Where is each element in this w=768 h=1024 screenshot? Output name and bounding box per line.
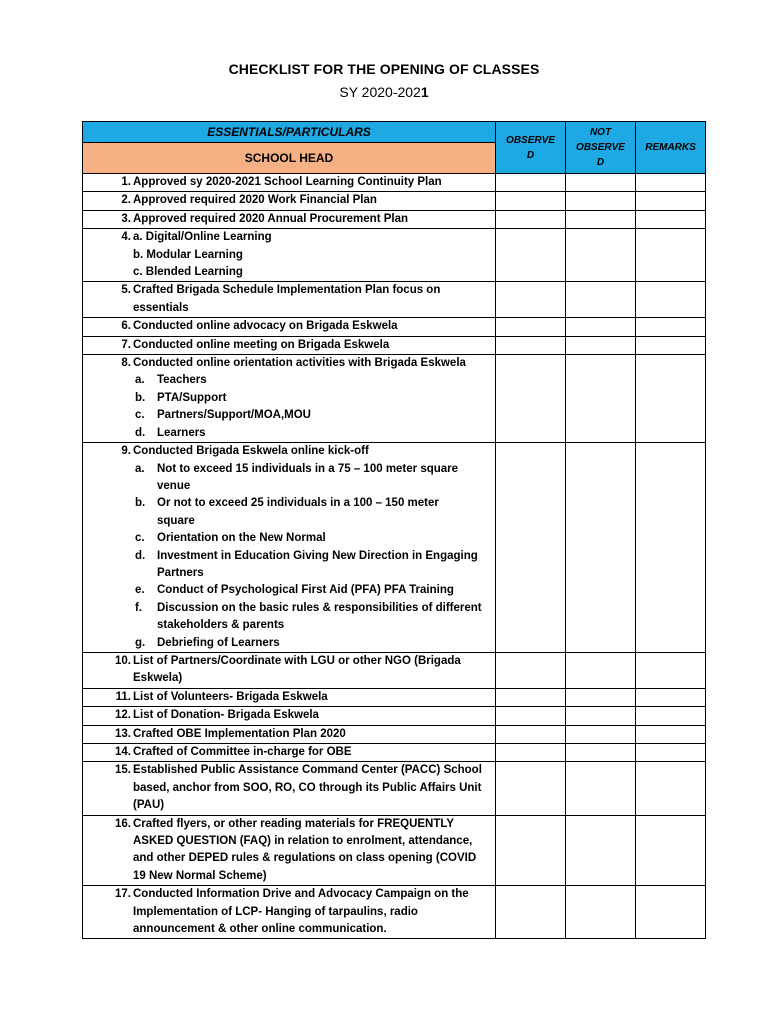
indent-spacer [83,635,135,652]
item-text: Conducted online meeting on Brigada Eskwela [133,338,390,351]
sub-item-text: stakeholders & parents [157,619,285,632]
item-number: 4. [121,231,131,244]
table-row [83,652,706,688]
remarks-cell[interactable] [636,688,706,706]
page-title: CHECKLIST FOR THE OPENING OF CLASSES [228,61,540,77]
table-row [83,443,706,653]
item-number [83,868,133,885]
not-observed-cell[interactable] [566,762,636,815]
item-cell [83,355,496,443]
item-text: Conducted online orientation activities with Brigada Eskwela [133,357,466,370]
not-observed-cell[interactable] [566,725,636,743]
observed-cell[interactable] [496,336,566,354]
item-text: Crafted Brigada Schedule Implementation Plan focus on [133,284,441,297]
header-observed-l1: OBSERVE [506,134,555,146]
item-line [83,247,491,264]
table-row [83,192,706,210]
not-observed-cell[interactable] [566,744,636,762]
indent-spacer [83,513,135,530]
sub-item-text: Orientation on the New Normal [157,532,326,545]
item-line [83,707,491,724]
indent-spacer [83,372,135,389]
sub-item-line [83,600,491,617]
item-text: and other DEPED rules & regulations on class opening (COVID [133,852,477,865]
item-number [83,850,133,867]
sub-item-line [83,461,491,478]
item-number [83,780,133,797]
remarks-cell[interactable] [636,318,706,336]
sub-item-line [83,372,491,389]
observed-cell[interactable] [496,886,566,939]
not-observed-cell[interactable] [566,210,636,228]
item-line [83,762,491,779]
item-number: 5. [121,284,131,297]
remarks-cell[interactable] [636,336,706,354]
item-text: a. Digital/Online Learning [133,231,272,244]
item-number: 8. [121,357,131,370]
item-text: List of Volunteers- Brigada Eskwela [133,690,328,703]
table-row [83,210,706,228]
not-observed-cell[interactable] [566,815,636,886]
remarks-cell[interactable] [636,355,706,443]
sub-item-letter [135,565,157,582]
sub-item-letter [135,617,157,634]
item-number [83,670,133,687]
item-line [83,921,491,938]
sub-item-text: Debriefing of Learners [157,636,280,649]
subtitle-prefix: SY 2020-202 [339,84,421,100]
item-line [83,904,491,921]
item-line [83,833,491,850]
not-observed-cell[interactable] [566,688,636,706]
sub-item-text: Learners [157,426,206,439]
indent-spacer [83,461,135,478]
subtitle-suffix: 1 [420,84,429,100]
item-line [83,229,491,246]
sub-item-letter: d. [135,426,146,439]
header-observed-l2: D [526,149,535,161]
item-line [83,192,491,209]
not-observed-cell[interactable] [566,318,636,336]
sub-item-letter: b. [135,391,146,404]
item-cell [83,443,496,653]
sub-item-letter: a. [135,374,145,387]
sub-item-line [83,530,491,547]
item-line [83,282,491,299]
table-row [83,688,706,706]
table-row [83,174,706,192]
not-observed-cell[interactable] [566,886,636,939]
sub-item-text: PTA/Support [157,391,227,404]
item-line [83,653,491,670]
item-number: 7. [121,338,131,351]
item-line [83,355,491,372]
sub-item-line [83,582,491,599]
sub-item-text: Investment in Education Giving New Direction in Engaging [157,549,478,562]
item-cell [83,336,496,354]
indent-spacer [83,548,135,565]
header-observed [496,122,566,174]
item-text: List of Partners/Coordinate with LGU or other NGO (Brigada [133,654,461,667]
item-number: 16. [115,817,131,830]
item-text: c. Blended Learning [133,266,243,279]
table-row [83,707,706,725]
item-text: Implementation of LCP- Hanging of tarpaulins, radio [133,905,418,918]
observed-cell[interactable] [496,725,566,743]
item-cell [83,229,496,282]
item-number [83,904,133,921]
item-cell [83,744,496,762]
item-number: 11. [115,690,131,703]
sub-item-letter [135,513,157,530]
item-cell [83,210,496,228]
item-text: Crafted of Committee in-charge for OBE [133,746,352,758]
sub-item-line [83,390,491,407]
table-row [83,886,706,939]
item-number: 6. [121,320,131,333]
table-row [83,762,706,815]
observed-cell[interactable] [496,443,566,653]
sub-item-text: Partners [157,566,204,579]
remarks-cell[interactable] [636,174,706,192]
item-cell [83,318,496,336]
table-row [83,725,706,743]
remarks-cell[interactable] [636,443,706,653]
item-number: 3. [121,212,131,225]
observed-cell[interactable] [496,688,566,706]
sub-item-letter: c. [135,532,145,545]
item-text: Eskwela) [133,672,183,685]
indent-spacer [83,390,135,407]
observed-cell[interactable] [496,174,566,192]
sub-item-text: Partners/Support/MOA,MOU [157,409,311,422]
remarks-cell[interactable] [636,282,706,318]
sub-item-text: Teachers [157,374,207,387]
item-number [83,833,133,850]
table-row [83,355,706,443]
indent-spacer [83,600,135,617]
sub-item-line [83,478,491,495]
sub-item-line [83,635,491,652]
item-text: Approved required 2020 Work Financial Plan [133,194,377,207]
item-text: Conducted Brigada Eskwela online kick-off [133,445,369,458]
sub-item-letter: g. [135,636,146,649]
item-cell [83,174,496,192]
indent-spacer [83,617,135,634]
not-observed-cell[interactable] [566,229,636,282]
table-row [83,336,706,354]
not-observed-cell[interactable] [566,443,636,653]
item-text: Approved required 2020 Annual Procurement Plan [133,212,409,225]
header-remarks: REMARKS [636,122,706,174]
sub-item-text: Discussion on the basic rules & responsibilities of different [157,601,482,614]
remarks-cell[interactable] [636,744,706,762]
header-essentials: ESSENTIALS/PARTICULARS [83,122,496,143]
item-cell [83,282,496,318]
remarks-cell[interactable] [636,210,706,228]
item-number: 2. [121,194,131,207]
item-line [83,174,491,191]
sub-item-letter: e. [135,584,145,597]
item-cell [83,192,496,210]
item-line [83,264,491,281]
remarks-cell[interactable] [636,815,706,886]
item-cell [83,707,496,725]
sub-item-line [83,407,491,424]
item-text: 19 New Normal Scheme) [133,869,267,882]
sub-item-text: Not to exceed 15 individuals in a 75 – 100 meter square [157,462,459,475]
item-line [83,780,491,797]
table-row [83,744,706,762]
item-text: based, anchor from SOO, RO, CO through its Public Affairs Unit [133,781,482,794]
sub-item-line [83,425,491,442]
sub-item-line [83,513,491,530]
item-text: announcement & other online communication. [133,923,387,936]
sub-item-letter: f. [135,601,143,614]
item-text: b. Modular Learning [133,248,243,261]
remarks-cell[interactable] [636,725,706,743]
item-cell [83,762,496,815]
observed-cell[interactable] [496,815,566,886]
indent-spacer [83,478,135,495]
item-text: Conducted online advocacy on Brigada Eskwela [133,320,398,333]
sub-item-letter: a. [135,462,145,475]
item-text: Established Public Assistance Command Center (PACC) School [133,764,482,777]
item-number: 17. [115,888,131,901]
remarks-cell[interactable] [636,229,706,282]
item-line [83,886,491,903]
sub-item-line [83,617,491,634]
item-text: (PAU) [133,799,165,812]
item-line [83,816,491,833]
remarks-cell[interactable] [636,652,706,688]
item-line [83,689,491,706]
item-text: Crafted flyers, or other reading materials for FREQUENTLY [133,817,455,830]
item-number [83,921,133,938]
item-number: 1. [121,176,131,188]
observed-cell[interactable] [496,282,566,318]
item-line [83,318,491,335]
header-not-l3: D [596,157,605,168]
item-line [83,337,491,354]
header-not-observed [566,122,636,174]
item-number [83,797,133,814]
not-observed-cell[interactable] [566,282,636,318]
not-observed-cell[interactable] [566,336,636,354]
item-number [83,300,133,317]
page-subtitle [0,84,768,100]
remarks-cell[interactable] [636,886,706,939]
sub-item-line [83,495,491,512]
item-line [83,211,491,228]
indent-spacer [83,530,135,547]
item-line [83,797,491,814]
item-cell [83,725,496,743]
not-observed-cell[interactable] [566,652,636,688]
header-school-head: SCHOOL HEAD [83,143,496,174]
item-text: Conducted Information Drive and Advocacy Campaign on the [133,888,469,901]
item-cell [83,886,496,939]
item-line [83,726,491,743]
item-cell [83,652,496,688]
item-number: 12. [115,709,131,722]
sub-item-letter: b. [135,497,146,510]
item-number: 9. [121,445,131,458]
not-observed-cell[interactable] [566,355,636,443]
item-text: ASKED QUESTION (FAQ) in relation to enrolment, attendance, [133,835,473,848]
table-row [83,318,706,336]
item-text: List of Donation- Brigada Eskwela [133,709,319,722]
not-observed-cell[interactable] [566,174,636,192]
indent-spacer [83,407,135,424]
sub-item-text: square [157,514,195,527]
observed-cell[interactable] [496,744,566,762]
header-not-l2: OBSERVE [576,142,625,153]
sub-item-letter [135,478,157,495]
item-text: essentials [133,301,189,314]
item-text: Approved sy 2020-2021 School Learning Continuity Plan [133,176,442,188]
item-cell [83,688,496,706]
item-text: Crafted OBE Implementation Plan 2020 [133,727,346,740]
remarks-cell[interactable] [636,707,706,725]
table-row [83,229,706,282]
item-line [83,443,491,460]
checklist-body [83,174,706,939]
item-number [83,247,133,264]
not-observed-cell[interactable] [566,707,636,725]
indent-spacer [83,582,135,599]
observed-cell[interactable] [496,762,566,815]
item-line [83,868,491,885]
observed-cell[interactable] [496,192,566,210]
sub-item-line [83,548,491,565]
header-not-l1: NOT [589,127,612,138]
item-line [83,670,491,687]
indent-spacer [83,495,135,512]
item-line [83,850,491,867]
item-number: 13. [115,727,131,740]
item-number: 10. [115,654,131,667]
sub-item-line [83,565,491,582]
observed-cell[interactable] [496,707,566,725]
indent-spacer [83,565,135,582]
sub-item-letter: d. [135,549,146,562]
observed-cell[interactable] [496,652,566,688]
observed-cell[interactable] [496,210,566,228]
item-number: 15. [115,764,131,777]
observed-cell[interactable] [496,318,566,336]
item-number: 14. [115,746,131,758]
remarks-cell[interactable] [636,192,706,210]
remarks-cell[interactable] [636,762,706,815]
item-number [83,264,133,281]
checklist-table [82,121,706,939]
observed-cell[interactable] [496,355,566,443]
sub-item-text: Or not to exceed 25 individuals in a 100 – 150 meter [157,497,439,510]
sub-item-text: Conduct of Psychological First Aid (PFA) PFA Training [157,584,454,597]
sub-item-text: venue [157,479,191,492]
table-row [83,815,706,886]
sub-item-letter: c. [135,409,145,422]
not-observed-cell[interactable] [566,192,636,210]
observed-cell[interactable] [496,229,566,282]
indent-spacer [83,425,135,442]
item-line [83,744,491,761]
item-cell [83,815,496,886]
item-line [83,300,491,317]
table-row [83,282,706,318]
